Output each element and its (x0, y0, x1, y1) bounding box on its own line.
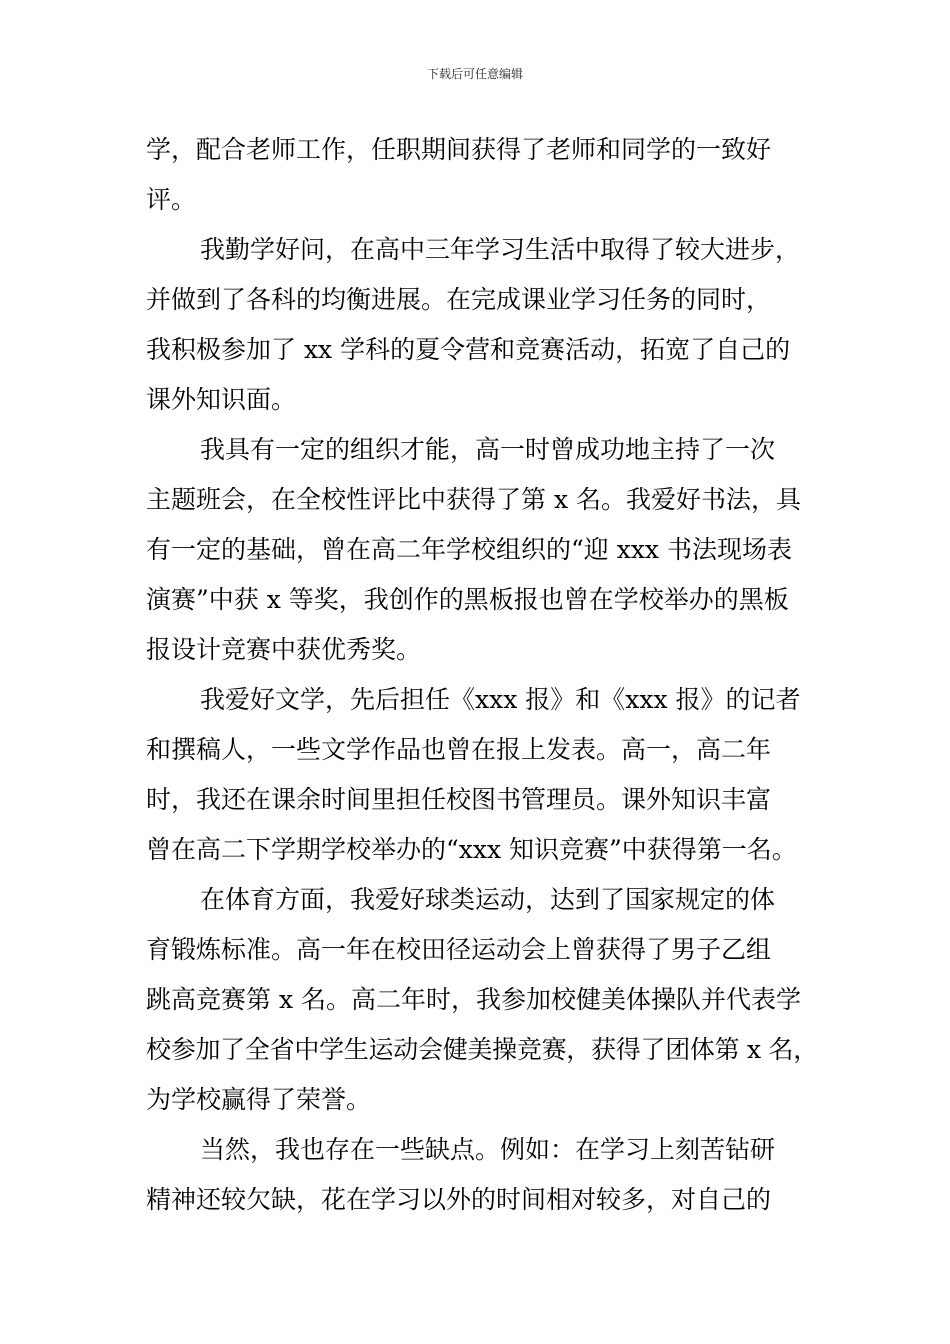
text-line: 曾在高二下学期学校举办的“xxx 知识竞赛”中获得第一名。 (146, 835, 797, 864)
text-line: 课外知识面。 (146, 385, 297, 414)
text-line: 我爱好文学，先后担任《xxx 报》和《xxx 报》的记者 (200, 685, 801, 714)
text-line: 演赛”中获 x 等奖，我创作的黑板报也曾在学校举办的黑板 (146, 585, 789, 614)
text-line: 为学校赢得了荣誉。 (146, 1085, 372, 1114)
text-line: 校参加了全省中学生运动会健美操竞赛，获得了团体第 x 名， (146, 1035, 818, 1064)
text-line: 我积极参加了 xx 学科的夏令营和竞赛活动，拓宽了自己的 (146, 335, 791, 364)
text-line: 和撰稿人，一些文学作品也曾在报上发表。高一，高二年 (146, 735, 772, 764)
text-line: 有一定的基础，曾在高二年学校组织的“迎 xxx 书法现场表 (146, 535, 792, 564)
text-line: 育锻炼标准。高一年在校田径运动会上曾获得了男子乙组 (146, 935, 772, 964)
text-line: 在体育方面，我爱好球类运动，达到了国家规定的体 (200, 885, 776, 914)
text-line: 报设计竞赛中获优秀奖。 (146, 635, 422, 664)
text-line: 并做到了各科的均衡进展。在完成课业学习任务的同时， (146, 285, 772, 314)
text-line: 我具有一定的组织才能，高一时曾成功地主持了一次 (200, 435, 776, 464)
text-line: 评。 (146, 185, 197, 214)
text-line: 当然，我也存在一些缺点。例如：在学习上刻苦钻研 (200, 1135, 776, 1164)
document-body (146, 125, 818, 1225)
text-line: 学，配合老师工作，任职期间获得了老师和同学的一致好 (146, 135, 772, 164)
text-line: 我勤学好问，在高中三年学习生活中取得了较大进步， (200, 235, 801, 264)
text-line: 时，我还在课余时间里担任校图书管理员。课外知识丰富 (146, 785, 772, 814)
text-line: 跳高竞赛第 x 名。高二年时，我参加校健美体操队并代表学 (146, 985, 801, 1014)
page-header: 下载后可任意编辑 (426, 67, 523, 81)
text-line: 精神还较欠缺，花在学习以外的时间相对较多，对自己的 (146, 1185, 772, 1214)
text-line: 主题班会，在全校性评比中获得了第 x 名。我爱好书法，具 (146, 485, 801, 514)
